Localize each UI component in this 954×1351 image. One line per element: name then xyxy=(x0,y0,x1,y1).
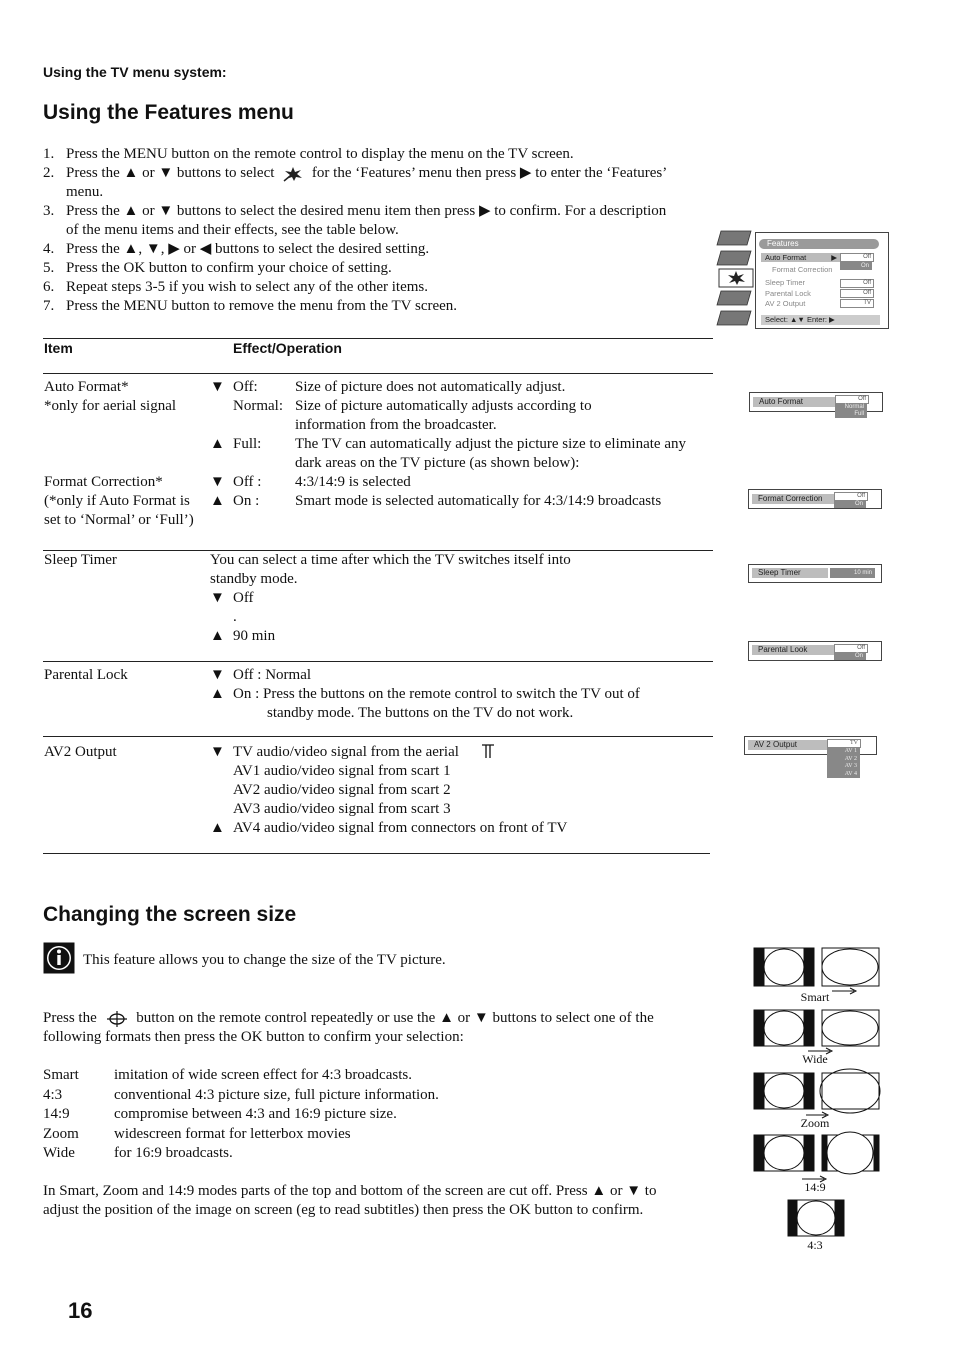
option-text: 4:3/14:9 is selected xyxy=(295,474,411,490)
step-item xyxy=(43,202,723,240)
menu-arrow: ▶ xyxy=(831,253,837,262)
setting-value: AV 1 xyxy=(827,748,860,756)
effect-text: AV1 audio/video signal from scart 1 xyxy=(233,763,451,779)
item-av2-output: AV2 Output xyxy=(44,744,117,760)
step-item xyxy=(43,297,723,316)
av2-options-column xyxy=(827,739,862,779)
screen-size-info: This feature allows you to change the size of the TV picture. xyxy=(83,952,446,968)
format-name: Wide xyxy=(43,1145,75,1161)
option-text: dark areas on the TV picture (as shown below): xyxy=(295,455,580,471)
menu-item-format-correction: Format Correction xyxy=(772,265,833,274)
option-text: The TV can automatically adjust the picture size to eliminate any xyxy=(295,436,686,452)
item-format-correction xyxy=(44,473,194,530)
item-name: Auto Format* xyxy=(44,379,129,395)
option-text: Smart mode is selected automatically for 4:3/14:9 broadcasts xyxy=(295,493,662,509)
menu-value: Off xyxy=(840,289,874,298)
step-text: Repeat steps 3-5 if you wish to select any of the other items. xyxy=(66,279,428,295)
menu-item-sleep-timer: Sleep Timer xyxy=(765,278,806,287)
step-number: 3. xyxy=(43,203,55,219)
setting-label: Format Correction xyxy=(752,494,838,504)
setting-label: Sleep Timer xyxy=(752,568,828,578)
effect-parental-lock xyxy=(210,666,710,723)
step-item xyxy=(43,278,723,297)
caption-wide: Wide xyxy=(802,1052,828,1066)
option-label: Normal: xyxy=(233,398,283,414)
arrow-up-icon: ▲ xyxy=(210,686,225,702)
table-rule xyxy=(43,373,713,374)
fourteen-nine-diagram xyxy=(754,1132,879,1182)
item-note: *only for aerial signal xyxy=(44,398,177,414)
option-label: Off xyxy=(233,590,254,606)
step-text: Press the OK button to confirm your choice of setting. xyxy=(66,260,392,276)
option-text: Size of picture does not automatically adjust. xyxy=(295,379,566,395)
item-note: (*only if Auto Format is xyxy=(44,493,190,509)
format-desc: for 16:9 broadcasts. xyxy=(114,1145,233,1161)
setting-value: Off xyxy=(834,644,868,653)
item-parental-lock: Parental Lock xyxy=(44,667,128,683)
effect-sleep-timer xyxy=(210,551,710,646)
setting-value: TV xyxy=(827,739,861,748)
format-desc: conventional 4:3 picture size, full picture information. xyxy=(114,1086,439,1103)
arrow-up-icon: ▲ xyxy=(210,436,225,452)
section-kicker: Using the TV menu system: xyxy=(43,64,227,80)
setting-label: Auto Format xyxy=(753,397,839,407)
setting-label: Parental Look xyxy=(752,645,838,655)
effect-text: standby mode. The buttons on the TV do not work. xyxy=(267,705,574,721)
option-label: Off : xyxy=(233,474,262,490)
caption-4-3: 4:3 xyxy=(807,1238,823,1252)
closing-text: adjust the position of the image on screen (eg to read subtitles) then press the OK button to confirm. xyxy=(43,1202,644,1218)
effect-text: TV audio/video signal from the aerial xyxy=(233,744,459,760)
features-menu-preview xyxy=(755,232,889,329)
setting-value: On xyxy=(834,653,866,660)
step-item xyxy=(43,259,723,278)
caption-smart: Smart xyxy=(800,990,830,1004)
caption-zoom: Zoom xyxy=(800,1116,830,1130)
arrow-down-icon: ▼ xyxy=(210,379,225,395)
menu-value: Off xyxy=(840,253,874,262)
effect-text: You can select a time after which the TV switches itself into xyxy=(210,552,571,568)
option-label: Full: xyxy=(233,436,262,452)
format-row xyxy=(43,1105,543,1125)
format-row xyxy=(43,1066,543,1086)
setting-label: AV 2 Output xyxy=(748,740,829,750)
option-label: Off: xyxy=(233,379,258,395)
setting-value: Off xyxy=(834,492,868,501)
step-number: 4. xyxy=(43,241,55,257)
setting-value: Normal xyxy=(835,404,867,411)
screen-format-button-icon xyxy=(106,1010,128,1028)
step-text: Press the MENU button on the remote control to display the menu on the TV screen. xyxy=(66,146,574,162)
step-number: 1. xyxy=(43,146,55,162)
format-name: 14:9 xyxy=(43,1106,70,1122)
auto-format-setting-box xyxy=(749,392,883,417)
menu-icon-strip xyxy=(715,229,755,329)
parental-lock-setting-box xyxy=(748,641,882,661)
menu-item-label: Auto Format xyxy=(765,253,807,262)
step-text: Press the ▲ or ▼ buttons to select the desired menu item then press ▶ to confirm. For a description xyxy=(66,203,667,219)
menu-value: Off xyxy=(840,279,874,288)
effect-text: AV4 audio/video signal from connectors on front of TV xyxy=(233,820,568,836)
screen-size-title: Changing the screen size xyxy=(43,903,297,926)
setting-value: On xyxy=(834,501,866,508)
setting-value: Full xyxy=(835,411,867,418)
menu-value: TV xyxy=(840,299,874,308)
wide-diagram xyxy=(754,1010,879,1054)
format-desc: compromise between 4:3 and 16:9 picture size. xyxy=(114,1106,397,1122)
step-text: Press the MENU button to remove the menu from the TV screen. xyxy=(66,298,458,314)
format-list xyxy=(43,1066,543,1164)
instruction-text: button on the remote control repeatedly or use the ▲ or ▼ buttons to select one of the xyxy=(136,1010,654,1026)
arrow-down-icon: ▼ xyxy=(210,667,225,683)
setting-value: AV 4 xyxy=(827,771,860,779)
item-auto-format xyxy=(44,378,176,416)
four-three-diagram xyxy=(788,1200,844,1236)
menu-item-av2-output: AV 2 Output xyxy=(765,299,806,308)
effect-auto-format xyxy=(210,378,710,473)
instruction-text: following formats then press the OK button to confirm your selection: xyxy=(43,1029,464,1045)
setting-value: Off xyxy=(835,395,869,404)
arrow-down-icon: ▼ xyxy=(210,474,225,490)
step-text: of the menu items and their effects, see the table below. xyxy=(66,222,399,238)
format-correction-setting-box xyxy=(748,489,882,509)
step-text: Press the ▲, ▼, ▶ or ◀ buttons to select the desired setting. xyxy=(66,241,430,257)
features-title: Using the Features menu xyxy=(43,101,294,124)
option-label: On : xyxy=(233,493,260,509)
step-item xyxy=(43,164,723,202)
setting-value: AV 2 xyxy=(827,756,860,764)
format-desc: imitation of wide screen effect for 4:3 broadcasts. xyxy=(114,1067,412,1083)
item-note: set to ‘Normal’ or ‘Full’) xyxy=(44,512,194,528)
format-desc: widescreen format for letterbox movies xyxy=(114,1125,351,1142)
table-header-item: Item xyxy=(44,340,73,356)
option-ellipsis: . xyxy=(233,609,237,625)
smart-diagram xyxy=(754,948,879,994)
effect-format-correction xyxy=(210,473,710,511)
screen-size-instructions xyxy=(43,1009,723,1047)
menu-tabs-icon xyxy=(715,229,755,329)
format-name: 4:3 xyxy=(43,1086,63,1103)
page-number: 16 xyxy=(68,1298,93,1323)
arrow-up-icon: ▲ xyxy=(210,820,225,836)
caption-14-9: 14:9 xyxy=(804,1180,826,1194)
sleep-timer-setting-box xyxy=(748,564,882,583)
table-bottom-rule xyxy=(43,853,710,854)
menu-item-auto-format xyxy=(761,253,841,262)
option-label: 90 min xyxy=(233,628,276,644)
step-number: 7. xyxy=(43,298,55,314)
format-row xyxy=(43,1144,543,1164)
format-row xyxy=(43,1086,543,1106)
step-text: for the ‘Features’ menu then press ▶ to enter the ‘Features’ xyxy=(311,165,668,181)
info-icon xyxy=(43,942,75,974)
arrow-up-icon: ▲ xyxy=(210,493,225,509)
format-row xyxy=(43,1125,543,1145)
features-star-icon xyxy=(282,166,304,182)
step-item xyxy=(43,145,723,164)
screen-size-closing xyxy=(43,1182,733,1220)
zoom-diagram xyxy=(754,1069,880,1118)
arrow-down-icon: ▼ xyxy=(210,744,225,760)
effect-text: On : Press the buttons on the remote control to switch the TV out of xyxy=(233,686,640,702)
item-sleep-timer: Sleep Timer xyxy=(44,552,117,568)
step-number: 2. xyxy=(43,165,55,181)
instruction-text: Press the xyxy=(43,1010,97,1026)
step-item xyxy=(43,240,723,259)
table-top-rule xyxy=(43,338,713,339)
features-steps xyxy=(43,145,723,316)
closing-text: In Smart, Zoom and 14:9 modes parts of the top and bottom of the screen are cut off. Press ▲ or ▼ to xyxy=(43,1183,657,1199)
menu-item-parental-lock: Parental Lock xyxy=(765,289,811,298)
option-text: information from the broadcaster. xyxy=(295,417,497,433)
item-name: Format Correction* xyxy=(44,474,163,490)
setting-value: 10 min xyxy=(830,568,875,578)
effect-text: Off : Normal xyxy=(233,667,312,683)
format-name: Smart xyxy=(43,1067,79,1083)
step-text: Press the ▲ or ▼ buttons to select xyxy=(66,165,275,181)
effect-text: standby mode. xyxy=(210,571,298,587)
menu-value: On xyxy=(840,262,872,270)
table-header-effect: Effect/Operation xyxy=(233,340,342,356)
arrow-up-icon: ▲ xyxy=(210,628,225,644)
step-text: menu. xyxy=(66,184,104,200)
menu-header: Features xyxy=(759,239,879,249)
step-number: 5. xyxy=(43,260,55,276)
format-name: Zoom xyxy=(43,1125,79,1142)
setting-value: AV 3 xyxy=(827,763,860,771)
effect-av2-output xyxy=(210,743,710,838)
aerial-icon xyxy=(480,744,496,759)
effect-text: AV3 audio/video signal from scart 3 xyxy=(233,801,451,817)
effect-text: AV2 audio/video signal from scart 2 xyxy=(233,782,451,798)
table-rule xyxy=(43,661,713,662)
menu-footer: Select: ▲▼ Enter: ▶ xyxy=(761,315,880,325)
option-text: Size of picture automatically adjusts according to xyxy=(295,398,592,414)
step-number: 6. xyxy=(43,279,55,295)
arrow-down-icon: ▼ xyxy=(210,590,225,606)
table-rule xyxy=(43,736,713,737)
